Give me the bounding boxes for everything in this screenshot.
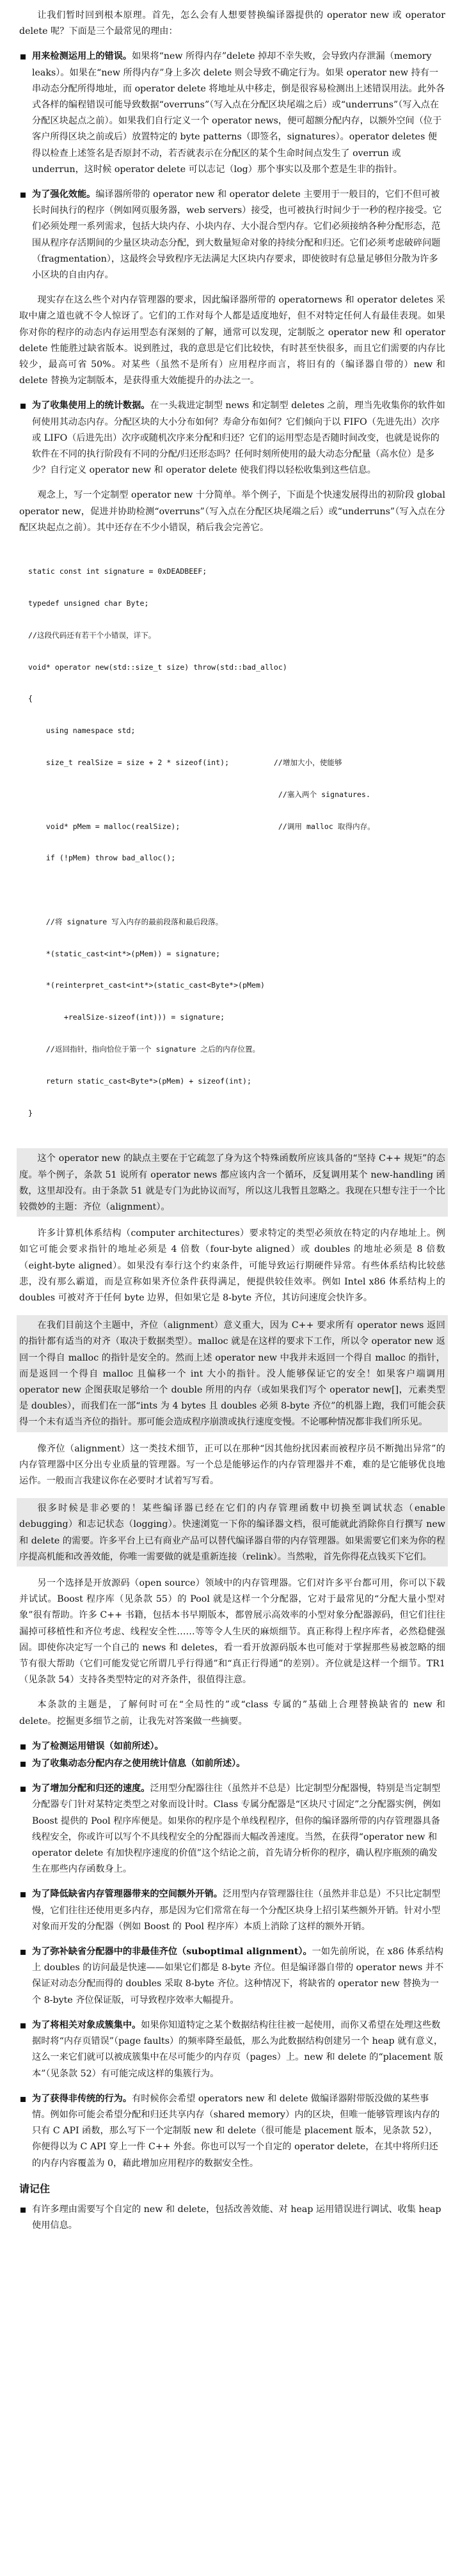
bullet-text: 泛用型内存管理器往往（虽然并非总是）不只比定制型慢，它们往往还使用更多内存，那是因为它们常常在每一个分配区块身上招引某些额外开销。针对小型对象而开发的分配器（例如 Boost 的 Pool 程序库）本质上消除了这样的额外开销。 [32, 1889, 441, 1932]
code-line: void* pMem = malloc(realSize); //调用 malloc 取得内存。 [28, 821, 375, 831]
bullet-text: 一如先前所说，在 x86 体系结构上 doubles 的访问最是快速——如果它们都是 8-byte 齐位。但是编译器自带的 operator news 并不保证对动态分配而得的 doubles 采取 8-byte 齐位。这种情况下，将缺省的 operator new 替换为一个 8-byte 齐位保证版，可导致程序效率大幅提升。 [32, 1947, 444, 2005]
code-line: +realSize-sizeof(int))) = signature; [28, 1013, 225, 1022]
code-line: //这段代码还有若干个小错误，详下。 [28, 630, 156, 640]
bullet-clustering [19, 2018, 445, 2082]
alignment-paragraph-3: 像齐位（alignment）这一类技术细节，正可以在那种“因其他纷扰因素而被程序员不断抛出异常”的内存管理器中区分出专业质量的管理器。写一个总是能够运作的内存管理器并不难，难的是它能够优良地运作。一般而言我建议你在必要时才试着写写看。 [19, 1443, 445, 1486]
bullet-lead: 为了增加分配和归还的速度。 [32, 1783, 150, 1794]
bullet-lead: 用来检测运用上的错误。 [32, 51, 132, 62]
bullet-lead: 为了强化效能。 [32, 189, 96, 200]
list-item: 为了检测运用错误（如前所述）。 [19, 1739, 445, 1755]
flaw-paragraph: 这个 operator new 的缺点主要在于它疏忽了身为这个特殊函数所应该具备的“坚持 C++ 规矩”的态度。举个例子，条款 51 说所有 operator news 都应该内含一个循环，反复调用某个 new-handling 函数，这里却没有。由于条款 51 就是专门为此协议而写，所以这儿我暂且忽略之。我现在只想专注于一个比较微妙的主题：齐位（alignment）。 [19, 1153, 445, 1212]
shaded-alignment-paragraph [17, 1315, 448, 1432]
bullet-lead: 为了收集使用上的统计数据。 [32, 400, 150, 411]
boost-paragraph: 另一个选择是开放源码（open source）领域中的内存管理器。它们对许多平台都可用，你可以下载并试试。Boost 程序库（见条款 55）的 Pool 就是这样一个分配器，它对于最常见的“分配大量小型对象”很有帮助。许多 C++ 书籍，包括本书早期版本，都曾展示高效率的小型对象分配器源码，但它们往往漏掉可移植性和齐位考虑、线程安全性……等等令人生厌的麻烦细节。真正称得上程序库者，必然稳健强固。即使你决定写一个自己的 news 和 deletes，看一看开放源码版本也可能对于掌握那些易被忽略的细节有很大帮助（它们可能发觉它所谓几乎行得通”和“真正行得通”的差别）。齐位就是这样一个细节。TR1（见条款 54）支持各类型特定的对齐条件，很值得注意。 [19, 1578, 445, 1686]
bullet-text: 如果你知道特定之某个数据结构往往被一起使用，而你又希望在处理这些数据时将“内存页错误”（page faults）的频率降至最低，那么为此数据结构创建另一个 heap 就有意义，这么一来它们就可以被成簇集中在尽可能少的内存页（pages）上。new 和 delete 的“placement 版本”（见条款 52）有可能完成这样的集簇行为。 [32, 2019, 443, 2079]
summary-short-list [19, 1739, 445, 1772]
bullet-text: 编译器所带的 operator new 和 operator delete 主要用于一般目的，它们不但可被长时间执行的程序（例如网页服务器，web servers）接受，也可被执行时间少于一秒的程序接受。它们必须处理一系列需求，包括大块内存、小块内存、大小混合型内存。它们必须接纳各种分配形态，范围从程序存活期间的少量区块动态分配，到大数量短命对象的持续分配和归还。它们必须考虑破碎问题（fragmentation），这最终会导致程序无法满足大区块内存要求，即使彼时有总量足够但分散为许多小区块的自由内存。 [32, 189, 442, 281]
bullet-speed [19, 1781, 445, 1877]
intro-paragraph: 让我们暂时回到根本原理。首先，怎么会有人想要替换编译器提供的 operator new 或 operator delete 呢？下面是三个最常见的理由： [19, 10, 445, 37]
remember-heading: 请记住 [19, 2182, 51, 2195]
code-line: return static_cast<Byte*>(pMem) + sizeof(int); [28, 1076, 252, 1086]
code-line [28, 885, 445, 896]
code-line: *(reinterpret_cast<int*>(static_cast<Byte*>(pMem) [28, 981, 265, 990]
performance-paragraph: 现实存在这么些个对内存管理器的要求，因此编译器所带的 operatornews 和 operator deletes 采取中庸之道也就不令人惊讶了。它们的工作对每个人都是适度地好，但不对特定任何人有最佳表现。如果你对你的程序的动态内存运用型态有深刻的了解，通常可以发现，定制版之 operator new 和 operator delete 性能胜过缺省版本。说到胜过，我的意思是它们比较快，有时甚至快很多，而且它们需要的内存比较少，最高可省 50%。对某些（虽然不是所有）应用程序而言，将旧有的（编译器自带的）new 和 delete 替换为定制版本，是获得重大效能提升的办法之一。 [19, 295, 445, 386]
bullet-text: 在一头栽进定制型 news 和定制型 deletes 之前，理当先收集你的软件如何使用其动态内存。分配区块的大小分布如何？寿命分布如何？它们倾向于以 FIFO（先进先出）次序或 LIFO（后进先出）次序或随机次序来分配和归还？它们的运用型态是否随时间改变，也就是说你的软件在不同的执行阶段有不同的分配/归还形态吗？任何时刻所使用的最大动态分配量（高水位）是多少？自行定义 operator new 和 operator delete 使我们得以轻松收集到这些信息。 [32, 400, 445, 476]
code-line: static const int signature = 0xDEADBEEF; [28, 567, 207, 576]
bullet-text: 有时候你会希望 operators new 和 delete 做编译器附带版没做的某些事情。例如你可能会希望分配和归还共享内存（shared memory）内的区块，但唯一能够管理该内存的只有 C API 函数，那么写下一个定制版 new 和 delete（很可能是 placement 版本，见条款 52），你便得以为 C API 穿上一件 C++ 外套。你也可以写一个自定的 operator delete，在其中将所归还的内存内容覆盖为 0，藉此增加应用程序的数据安全性。 [32, 2093, 440, 2169]
alignment-paragraph-1: 许多计算机体系结构（computer architectures）要求特定的类型必须放在特定的内存地址上。例如它可能会要求指针的地址必须是 4 倍数（four-byte aligned）或 doubles 的地址必须是 8 倍数（eight-byte aligned）。如果没有奉行这个约束条件，可能导致运行期硬件异常。有些体系结构比较慈悲，没有那么霸道，而是宣称如果齐位条件获得满足，便提供较佳效率。例如 Intel x86 体系结构上的 doubles 可被对齐于任何 byte 边界，但如果它是 8-byte 齐位，其访问速度会快许多。 [19, 1228, 445, 1303]
bullet-performance [19, 187, 445, 283]
remember-text: 有许多理由需要写个自定的 new 和 delete，包括改善效能、对 heap 运用错误进行调试、收集 heap 使用信息。 [32, 2204, 441, 2231]
shaded-flaw-paragraph [17, 1148, 448, 1217]
code-line: if (!pMem) throw bad_alloc(); [28, 853, 176, 863]
code-line: *(static_cast<int*>(pMem)) = signature; [28, 949, 221, 958]
code-line: void* operator new(std::size_t size) throw(std::bad_alloc) [28, 662, 287, 672]
bullet-text: 泛用型分配器往往（虽然并不总是）比定制型分配器慢，特别是当定制型分配器专门针对某特定类型之对象而设计时。Class 专属分配器是“区块尺寸固定”之分配器实例，例如 Boost 提供的 Pool 程序库便是。如果你的程序是个单线程程序，但你的编译器所带的内存管理器具备线程安全，你或许可以写个不具线程安全的分配器而大幅改善速度。当然，在获得“operator new 和 operator delete 有加快程序速度的价值”这个结论之前，首先请分析你的程序，确认程序瓶颈的确发生在那些内存函数身上。 [32, 1783, 441, 1875]
bullet-detect-errors [19, 49, 445, 178]
shaded-tools-paragraph [17, 1498, 448, 1567]
code-block [28, 545, 445, 1139]
code-line: { [28, 694, 33, 704]
bullet-lead: 为了获得非传统的行为。 [32, 2093, 132, 2104]
code-line: //将 signature 写入内存的最前段落和最后段落。 [28, 917, 223, 926]
remember-item [19, 2202, 445, 2234]
code-line: //返回指针，指向恰位于第一个 signature 之后的内存位置。 [28, 1045, 260, 1054]
list-item: 为了收集动态分配内存之使用统计信息（如前所述）。 [19, 1756, 445, 1772]
code-line: typedef unsigned char Byte; [28, 599, 149, 608]
code-line: //塞入两个 signatures. [28, 789, 370, 799]
bullet-space-overhead [19, 1886, 445, 1935]
bullet-text: 如果将“new 所得内存”delete 掉却不幸失败，会导致内存泄漏（memory leaks）。如果在“new 所得内存”身上多次 delete 则会导致不确定行为。如果 operator new 持有一串动态分配所得地址，而 operator delete 将地址从中移走，倒是很容易检测出上述错误用法。此外各式各样的编程错误可能导致数据“overruns”（写入点在分配区块尾端之后）或“underruns”（写入点在分配区块起点之前）。如果我们自行定义一个 operator news，便可超额分配内存，以额外空间（位于客户所得区块之前或后）放置特定的 byte patterns（即签名，signatures）。operator deletes 便得以检查上述签名是否原封不动，若否就表示在分配区的某个生命时间点发生了 overrun 或 underrun，这时候 operator delete 可以志记（log）那个事实以及那个惹是生非的指针。 [32, 51, 445, 175]
bullet-lead: 为了将相关对象成簇集中。 [32, 2019, 141, 2030]
code-line: using namespace std; [28, 726, 136, 736]
alignment-paragraph-2: 在我们目前这个主题中，齐位（alignment）意义重大，因为 C++ 要求所有 operator news 返回的指针都有适当的对齐（取决于数据类型）。malloc 就是在这样的要求下工作，所以令 operator new 返回一个得自 malloc 的指针是安全的。然而上述 operator new 中我并未返回一个得自 malloc 的指针，而是返回一个得自 malloc 且偏移一个 int 大小的指针。没人能够保证它的安全！如果客户端调用 operator new 企图获取足够给一个 double 所用的内存（或如果我们写个 operator new[]，元素类型是 doubles），而我们在一部“ints 为 4 bytes 且 doubles 必须 8-byte 齐位”的机器上跑，我们可能会获得一个未有适当齐位的指针。那可能会造成程序崩溃或执行速度变慢。不论哪种情况都非我们所乐见。 [19, 1320, 445, 1428]
code-line: } [28, 1108, 33, 1118]
topic-paragraph: 本条款的主题是，了解何时可在“全局性的”或“class 专属的”基础上合理替换缺省的 new 和 delete。挖掘更多细节之前，让我先对答案做一些摘要。 [19, 1700, 445, 1727]
bullet-unconventional [19, 2091, 445, 2172]
concept-paragraph: 观念上，写一个定制型 operator new 十分简单。举个例子，下面是个快速发展得出的初阶段 global operator new，促进并协助检测“overruns”（写入点在分配区块尾端之后）或“underruns”（写入点在分配区块起点之前）。其中还存在不少小错误，稍后我会完善它。 [19, 490, 445, 533]
bullet-lead: 为了弥补缺省分配器中的非最佳齐位（suboptimal alignment）。 [32, 1947, 312, 1957]
bullet-statistics [19, 398, 445, 478]
bullet-alignment [19, 1944, 445, 2009]
code-line: size_t realSize = size + 2 * sizeof(int); //增加大小，使能够 [28, 757, 342, 767]
bullet-lead: 为了降低缺省内存管理器带来的空间额外开销。 [32, 1889, 223, 1900]
tools-paragraph: 很多时候是非必要的！某些编译器已经在它们的内存管理函数中切换至调试状态（enable debugging）和志记状态（logging）。快速浏览一下你的编译器文档，很可能就此消除你自行撰写 new 和 delete 的需要。许多平台上已有商业产品可以替代编译器自带的内存管理器。如果需要它们来为你的程序提高机能和改善效能，你唯一需要做的就是重新连接（relink）。当然啦，首先你得花点钱买下它们。 [19, 1503, 445, 1562]
